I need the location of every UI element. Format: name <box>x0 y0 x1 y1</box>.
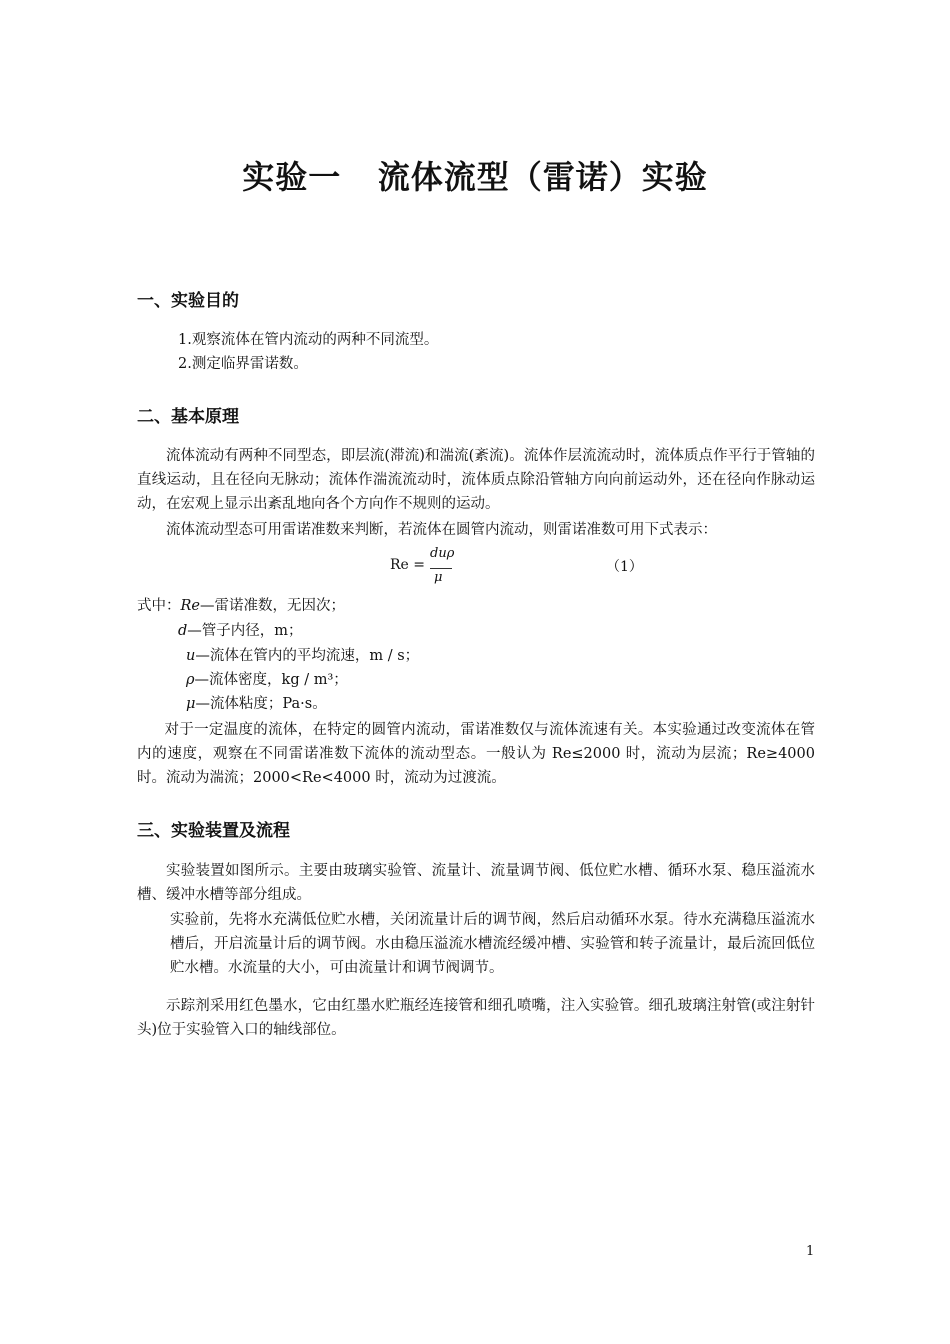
definition-symbol: d <box>178 623 188 639</box>
definition-prefix: 式中： <box>137 598 181 614</box>
reynolds-formula <box>390 548 470 592</box>
definition-text: —流体密度，kg / m³； <box>194 672 348 688</box>
apparatus-paragraph-3: 示踪剂采用红色墨水，它由红墨水贮瓶经连接管和细孔喷嘴，注入实验管。细孔玻璃注射管(或注射针头)位于实验管入口的轴线部位。 <box>137 998 815 1038</box>
definition-text: —雷诺准数，无因次； <box>200 598 345 614</box>
definition-line <box>137 594 345 618</box>
definition-line <box>186 692 327 716</box>
formula-numerator: duρ <box>430 546 455 561</box>
fraction-bar <box>430 568 452 569</box>
definition-symbol: ρ <box>186 672 195 688</box>
page-title: 实验一 流体流型（雷诺）实验 <box>242 158 708 196</box>
page-number: 1 <box>806 1244 815 1259</box>
formula-lhs: Re = <box>390 557 426 573</box>
definition-symbol: Re <box>180 598 200 614</box>
definition-line <box>178 619 303 643</box>
formula-denominator: μ <box>434 570 443 585</box>
definition-symbol: μ <box>186 696 196 712</box>
section-heading-objective: 一、实验目的 <box>137 291 239 311</box>
principle-paragraph-1: 流体流动有两种不同型态，即层流(滞流)和湍流(紊流)。流体作层流流动时，流体质点作平行于管轴的直线运动，且在径向无脉动；流体作湍流流动时，流体质点除沿管轴方向向前运动外，还在径向作脉动运动，在宏观上显示出紊乱地向各个方向作不规则的运动。 <box>137 448 815 512</box>
definition-text: —流体粘度；Pa·s。 <box>195 696 327 712</box>
definition-line <box>186 668 348 692</box>
objective-item: 1.观察流体在管内流动的两种不同流型。 <box>178 332 439 348</box>
equation-number: （1） <box>606 559 643 575</box>
definition-symbol: u <box>186 648 196 664</box>
section-heading-apparatus: 三、实验装置及流程 <box>137 821 290 841</box>
objective-item: 2.测定临界雷诺数。 <box>178 356 308 372</box>
principle-paragraph-3: 对于一定温度的流体，在特定的圆管内流动，雷诺准数仅与流体流速有关。本实验通过改变流体在管内的速度，观察在不同雷诺准数下流体的流动型态。一般认为 Re≤2000 时，流动为层流；Re≥4000 时。流动为湍流；2000<Re<4000 时，流动为过渡流。 <box>137 722 815 786</box>
definition-text: —管子内径，m； <box>187 623 303 639</box>
principle-paragraph-2: 流体流动型态可用雷诺准数来判断，若流体在圆管内流动，则雷诺准数可用下式表示： <box>166 522 717 538</box>
definition-text: —流体在管内的平均流速，m / s； <box>195 648 420 664</box>
apparatus-paragraph-1: 实验装置如图所示。主要由玻璃实验管、流量计、流量调节阀、低位贮水槽、循环水泵、稳压溢流水槽、缓冲水槽等部分组成。 <box>137 863 815 903</box>
section-heading-principle: 二、基本原理 <box>137 407 239 427</box>
definition-line <box>186 644 419 668</box>
apparatus-paragraph-2: 实验前，先将水充满低位贮水槽，关闭流量计后的调节阀，然后启动循环水泵。待水充满稳压溢流水槽后，开启流量计后的调节阀。水由稳压溢流水槽流经缓冲槽、实验管和转子流量计，最后流回低位贮水槽。水流量的大小，可由流量计和调节阀调节。 <box>170 912 815 976</box>
